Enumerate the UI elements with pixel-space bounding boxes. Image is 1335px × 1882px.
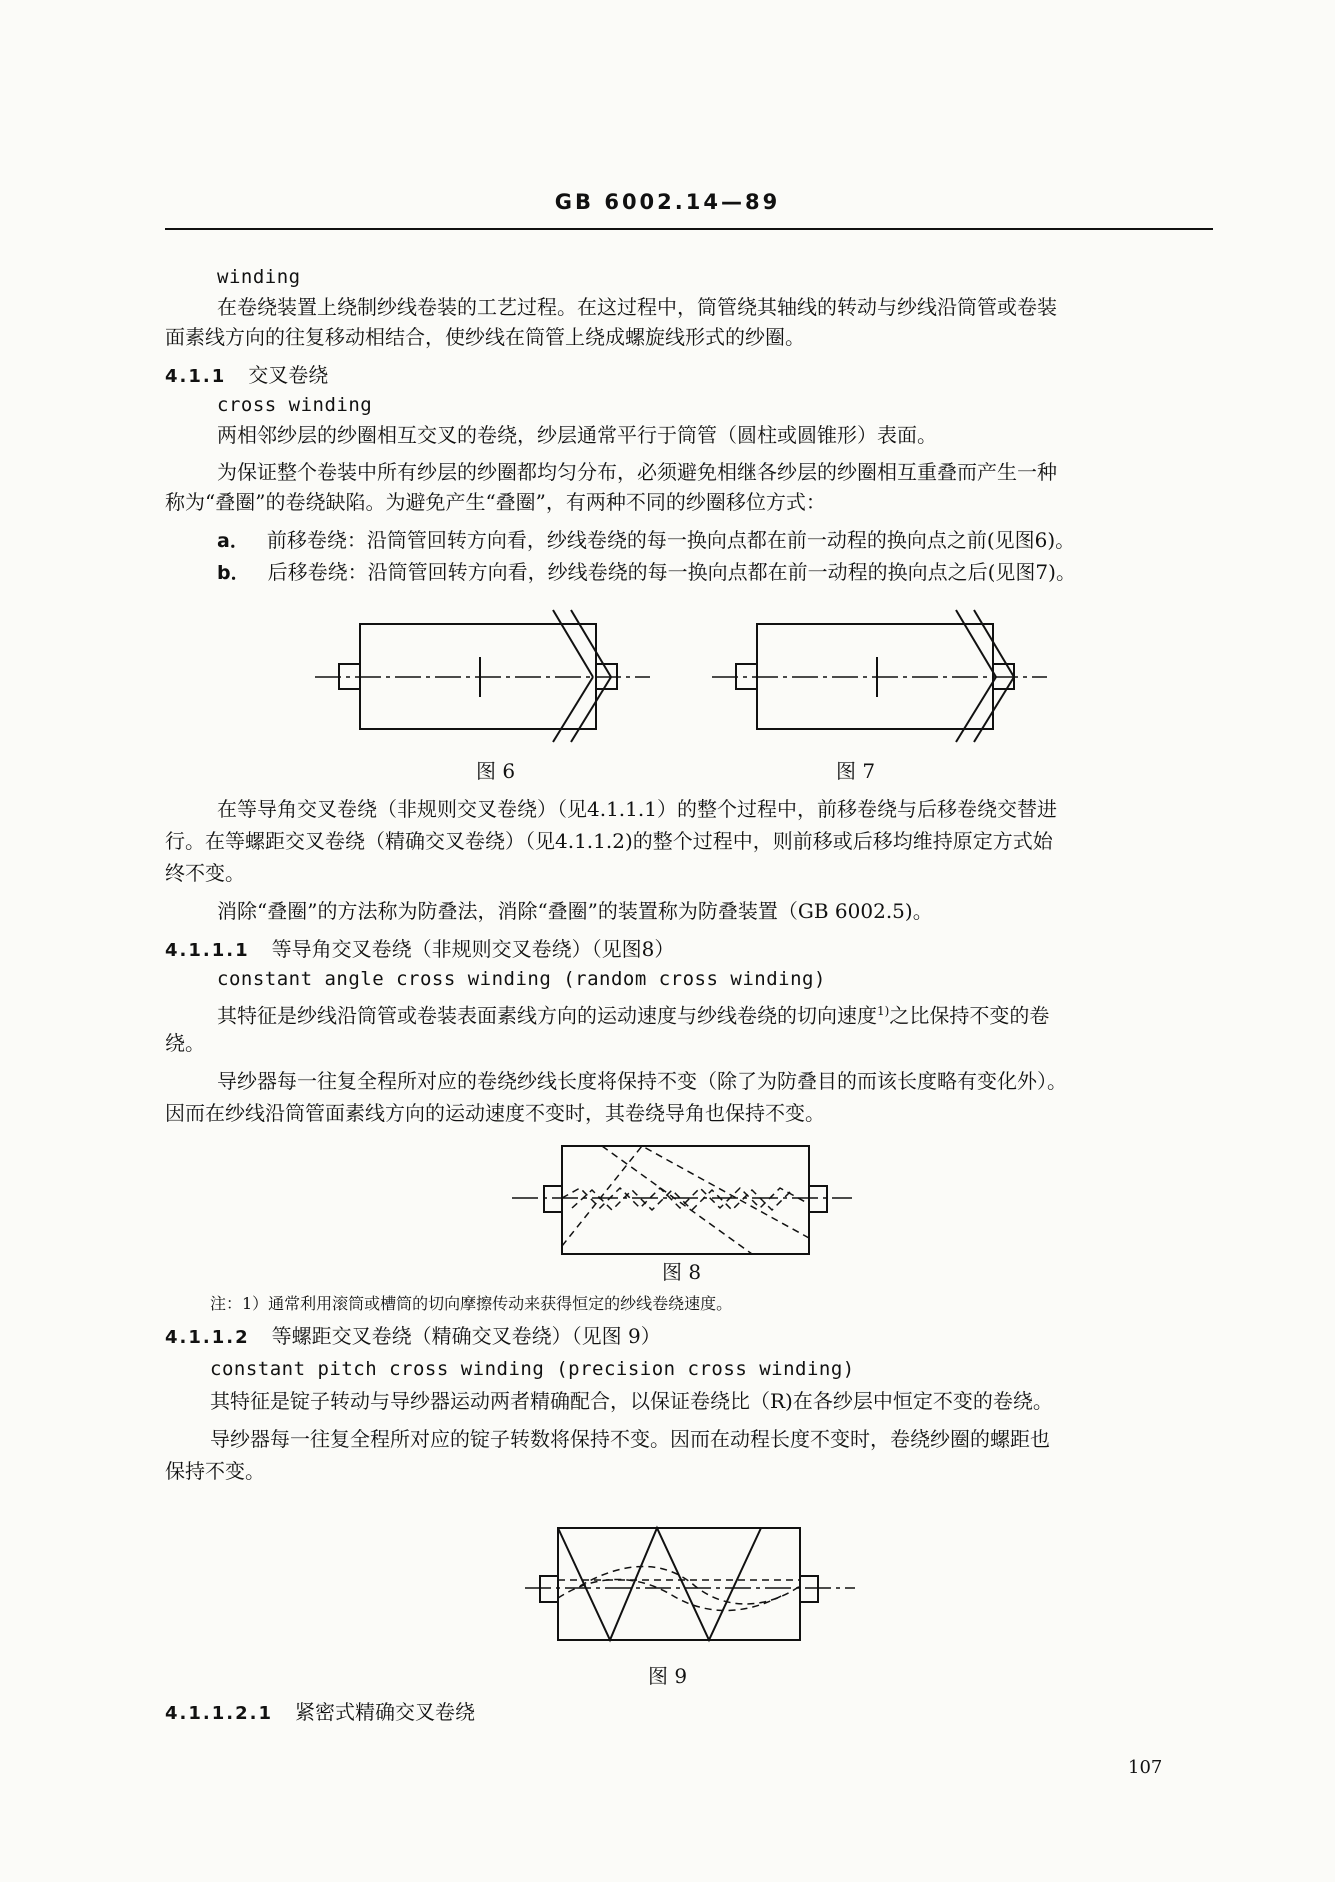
page-number: 107 [1128,1757,1163,1778]
section-title: 等导角交叉卷绕（非规则交叉卷绕）（见图8） [271,937,675,961]
winding-definition-line-2: 面素线方向的往复移动相结合，使纱线在筒管上绕成螺旋线形式的纱圈。 [165,325,805,349]
figure-7-diagram [712,600,1062,750]
definition-text: 其特征是纱线沿筒管或卷装表面素线方向的运动速度与纱线卷绕的切向速度 [217,1003,877,1028]
traverse-length-paragraph-line-1: 导纱器每一往复全程所对应的卷绕纱线长度将保持不变（除了为防叠目的而该长度略有变化外）。 [217,1069,1067,1093]
section-title: 紧密式精确交叉卷绕 [294,1700,475,1724]
winding-definition-line-1: 在卷绕装置上绕制纱线卷装的工艺过程。在这过程中，筒管绕其轴线的转动与纱线沿筒管或卷装 [217,295,1057,319]
section-4-1-1-1-heading [165,935,674,965]
list-item-b [217,558,1076,587]
section-title: 交叉卷绕 [248,363,329,387]
list-text-a: 前移卷绕：沿筒管回转方向看，纱线卷绕的每一换向点都在前一动程的换向点之前(见图6)。 [266,528,1076,552]
section-number: 4.1.1 [165,366,227,387]
figure-6-caption: 图 6 [476,759,516,783]
figure-7-caption: 图 7 [836,759,876,783]
anti-overlap-paragraph: 消除“叠圈”的方法称为防叠法，消除“叠圈”的装置称为防叠装置（GB 6002.5)。 [217,899,933,923]
section-4-1-1-2-heading [165,1322,661,1352]
alternation-paragraph-line-3: 终不变。 [165,861,245,885]
section-number: 4.1.1.2 [165,1327,250,1348]
section-4-1-1-2-en: constant pitch cross winding (precision cross winding) [210,1358,855,1380]
figure-6-diagram [315,600,665,750]
figure-9-caption: 图 9 [648,1664,688,1688]
spindle-turns-paragraph-line-1: 导纱器每一往复全程所对应的锭子转数将保持不变。因而在动程长度不变时，卷绕纱圈的螺距也 [210,1427,1050,1451]
section-4-1-1-en: cross winding [217,394,373,416]
definition-text-tail: 之比保持不变的卷 [889,1003,1050,1028]
section-number: 4.1.1.2.1 [165,1703,273,1724]
random-winding-definition-line-2: 绕。 [165,1031,205,1055]
figure-8-caption: 图 8 [662,1260,702,1284]
alternation-paragraph-line-2: 行。在等螺距交叉卷绕（精确交叉卷绕）（见4.1.1.2)的整个过程中，则前移或后移均维持原定方式始 [165,829,1053,853]
figure-9-diagram [525,1520,865,1650]
overlap-paragraph-line-1: 为保证整个卷装中所有纱层的纱圈都均匀分布，必须避免相继各纱层的纱圈相互重叠而产生一种 [217,460,1057,484]
cross-winding-definition: 两相邻纱层的纱圈相互交叉的卷绕，纱层通常平行于筒管（圆柱或圆锥形）表面。 [217,423,937,447]
section-4-1-1-1-en: constant angle cross winding (random cross winding) [217,968,826,990]
random-winding-definition-line-1 [217,997,1049,1030]
list-label-b: b． [217,562,250,584]
overlap-paragraph-line-2: 称为“叠圈”的卷绕缺陷。为避免产生“叠圈”，有两种不同的纱圈移位方式： [165,490,826,514]
footnote-ref: 1) [877,1004,890,1018]
figure-8-diagram [512,1138,862,1268]
section-4-1-1-2-1-heading [165,1698,475,1728]
term-winding-en: winding [217,266,301,288]
list-item-a [217,526,1075,555]
document-header: GB 6002.14—89 [554,190,781,214]
list-text-b: 后移卷绕：沿筒管回转方向看，纱线卷绕的每一换向点都在前一动程的换向点之后(见图7)。 [267,560,1076,584]
spindle-turns-paragraph-line-2: 保持不变。 [165,1459,265,1483]
section-number: 4.1.1.1 [165,940,250,961]
footnote: 注：1）通常利用滚筒或槽筒的切向摩擦传动来获得恒定的纱线卷绕速度。 [210,1294,733,1313]
alternation-paragraph-line-1: 在等导角交叉卷绕（非规则交叉卷绕）（见4.1.1.1）的整个过程中，前移卷绕与后移卷绕交替进 [217,797,1057,821]
list-label-a: a． [217,530,249,552]
section-4-1-1-heading [165,361,328,391]
section-title: 等螺距交叉卷绕（精确交叉卷绕）（见图 9） [271,1324,661,1348]
header-rule [165,228,1213,230]
traverse-length-paragraph-line-2: 因而在纱线沿筒管面素线方向的运动速度不变时，其卷绕导角也保持不变。 [165,1101,825,1125]
precision-winding-definition: 其特征是锭子转动与导纱器运动两者精确配合，以保证卷绕比（R)在各纱层中恒定不变的卷绕。 [210,1389,1053,1413]
